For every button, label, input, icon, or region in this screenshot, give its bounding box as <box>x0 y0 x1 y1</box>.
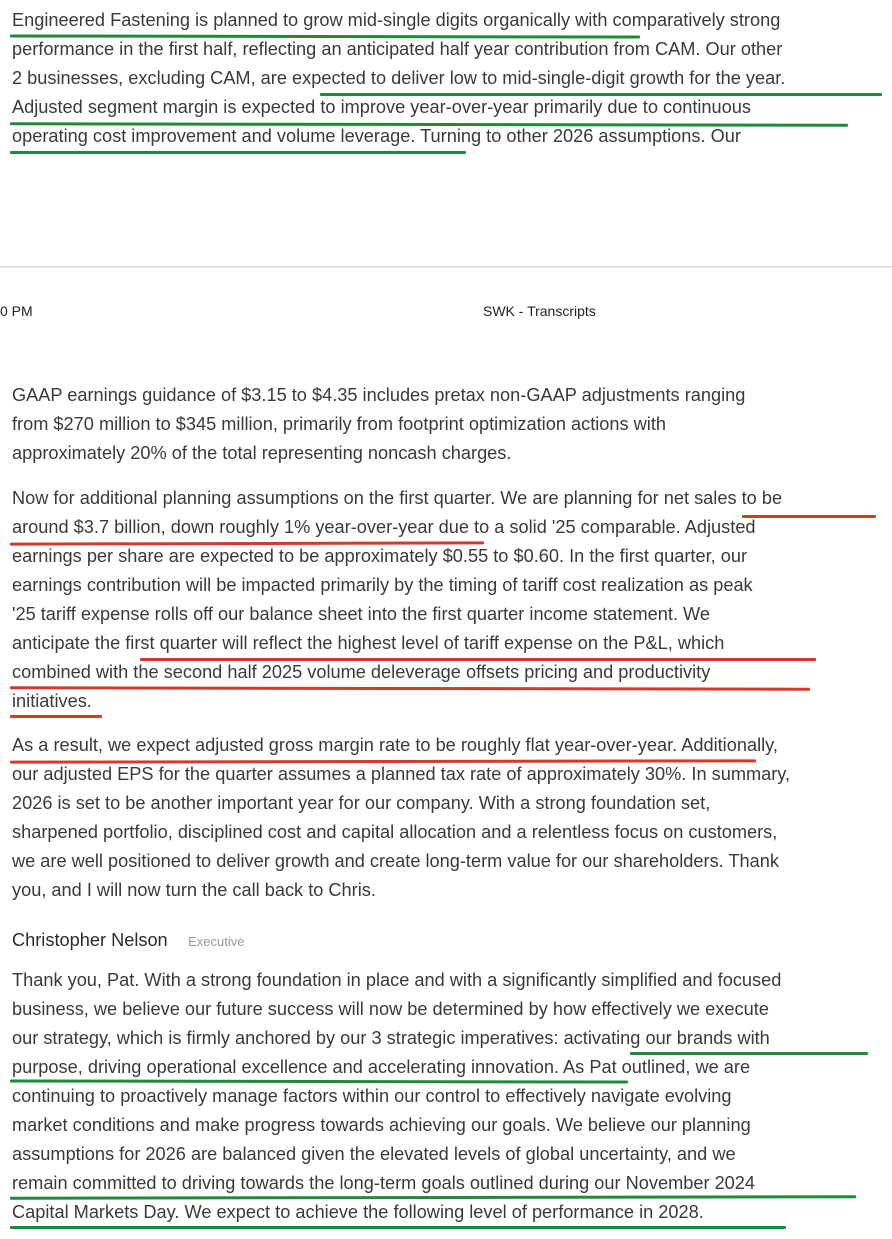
text-line: 2026 is set to be another important year for our company. With a strong foundation set, <box>12 793 711 813</box>
text-line: earnings per share are expected to be approximately $0.55 to $0.60. In the first quarter, our <box>12 546 748 566</box>
print-header-title: SWK - Transcripts <box>483 303 596 319</box>
text-line: from $270 million to $345 million, primarily from footprint optimization actions with <box>12 414 667 434</box>
text-line: As a result, we expect adjusted gross margin rate to be roughly flat year-over-year. Additionally, <box>12 735 778 755</box>
text-line: remain committed to driving towards the long-term goals outlined during our November 2024 <box>12 1173 756 1193</box>
print-header-time: 0 PM <box>0 303 33 319</box>
text-line: our strategy, which is firmly anchored by our 3 strategic imperatives: activating our brands with <box>12 1028 770 1048</box>
green-underline-mark <box>10 151 466 154</box>
text-line: Engineered Fastening is planned to grow mid-single digits organically with comparatively strong <box>12 10 781 30</box>
green-underline-mark <box>320 93 882 96</box>
text-line: market conditions and make progress towards achieving our goals. We believe our planning <box>12 1115 751 1135</box>
red-underline-mark <box>140 658 816 661</box>
paragraph-gaap-guidance <box>12 381 884 468</box>
text-line: assumptions for 2026 are balanced given the elevated levels of global uncertainty, and we <box>12 1144 736 1164</box>
text-line: Capital Markets Day. We expect to achieve the following level of performance in 2028. <box>12 1202 704 1222</box>
text-line: performance in the first half, reflecting an anticipated half year contribution from CAM. Our other <box>12 39 783 59</box>
text-line: GAAP earnings guidance of $3.15 to $4.35 includes pretax non-GAAP adjustments ranging <box>12 385 746 405</box>
text-line: earnings contribution will be impacted primarily by the timing of tariff cost realization as peak <box>12 575 753 595</box>
text-line: '25 tariff expense rolls off our balance sheet into the first quarter income statement. We <box>12 604 711 624</box>
red-underline-mark <box>742 515 876 518</box>
paragraph-closing-remarks <box>12 966 884 1227</box>
speaker-header <box>12 930 245 951</box>
text-line: purpose, driving operational excellence and accelerating innovation. As Pat outlined, we are <box>12 1057 751 1077</box>
text-line: Thank you, Pat. With a strong foundation in place and with a significantly simplified and focused <box>12 970 782 990</box>
text-line: combined with the second half 2025 volume deleverage offsets pricing and productivity <box>12 662 711 682</box>
speaker-name: Christopher Nelson <box>12 930 168 950</box>
green-underline-mark <box>630 1052 868 1055</box>
top-paragraph <box>12 6 884 151</box>
text-line: Adjusted segment margin is expected to improve year-over-year primarily due to continuous <box>12 97 751 117</box>
green-underline-mark <box>10 1226 786 1229</box>
text-line: 2 businesses, excluding CAM, are expected to deliver low to mid-single-digit growth for the year. <box>12 68 786 88</box>
text-line: operating cost improvement and volume leverage. Turning to other 2026 assumptions. Our <box>12 126 741 146</box>
text-line: approximately 20% of the total representing noncash charges. <box>12 443 512 463</box>
page-break-divider <box>0 266 892 267</box>
paragraph-first-quarter <box>12 484 884 716</box>
text-line: anticipate the first quarter will reflect the highest level of tariff expense on the P&L, which <box>12 633 725 653</box>
text-line: around $3.7 billion, down roughly 1% year-over-year due to a solid '25 comparable. Adjusted <box>12 517 756 537</box>
red-underline-mark <box>10 715 102 718</box>
text-line: sharpened portfolio, disciplined cost and capital allocation and a relentless focus on customers, <box>12 822 778 842</box>
text-line: we are well positioned to deliver growth and create long-term value for our shareholders. Thank <box>12 851 779 871</box>
text-line: our adjusted EPS for the quarter assumes a planned tax rate of approximately 30%. In summary, <box>12 764 791 784</box>
text-line: continuing to proactively manage factors within our control to effectively navigate evolving <box>12 1086 732 1106</box>
text-line: initiatives. <box>12 691 92 711</box>
paragraph-summary <box>12 731 884 905</box>
text-line: Now for additional planning assumptions on the first quarter. We are planning for net sales to be <box>12 488 783 508</box>
speaker-role-label: Executive <box>188 934 245 949</box>
text-line: business, we believe our future success will now be determined by how effectively we execute <box>12 999 769 1019</box>
text-line: you, and I will now turn the call back to Chris. <box>12 880 376 900</box>
